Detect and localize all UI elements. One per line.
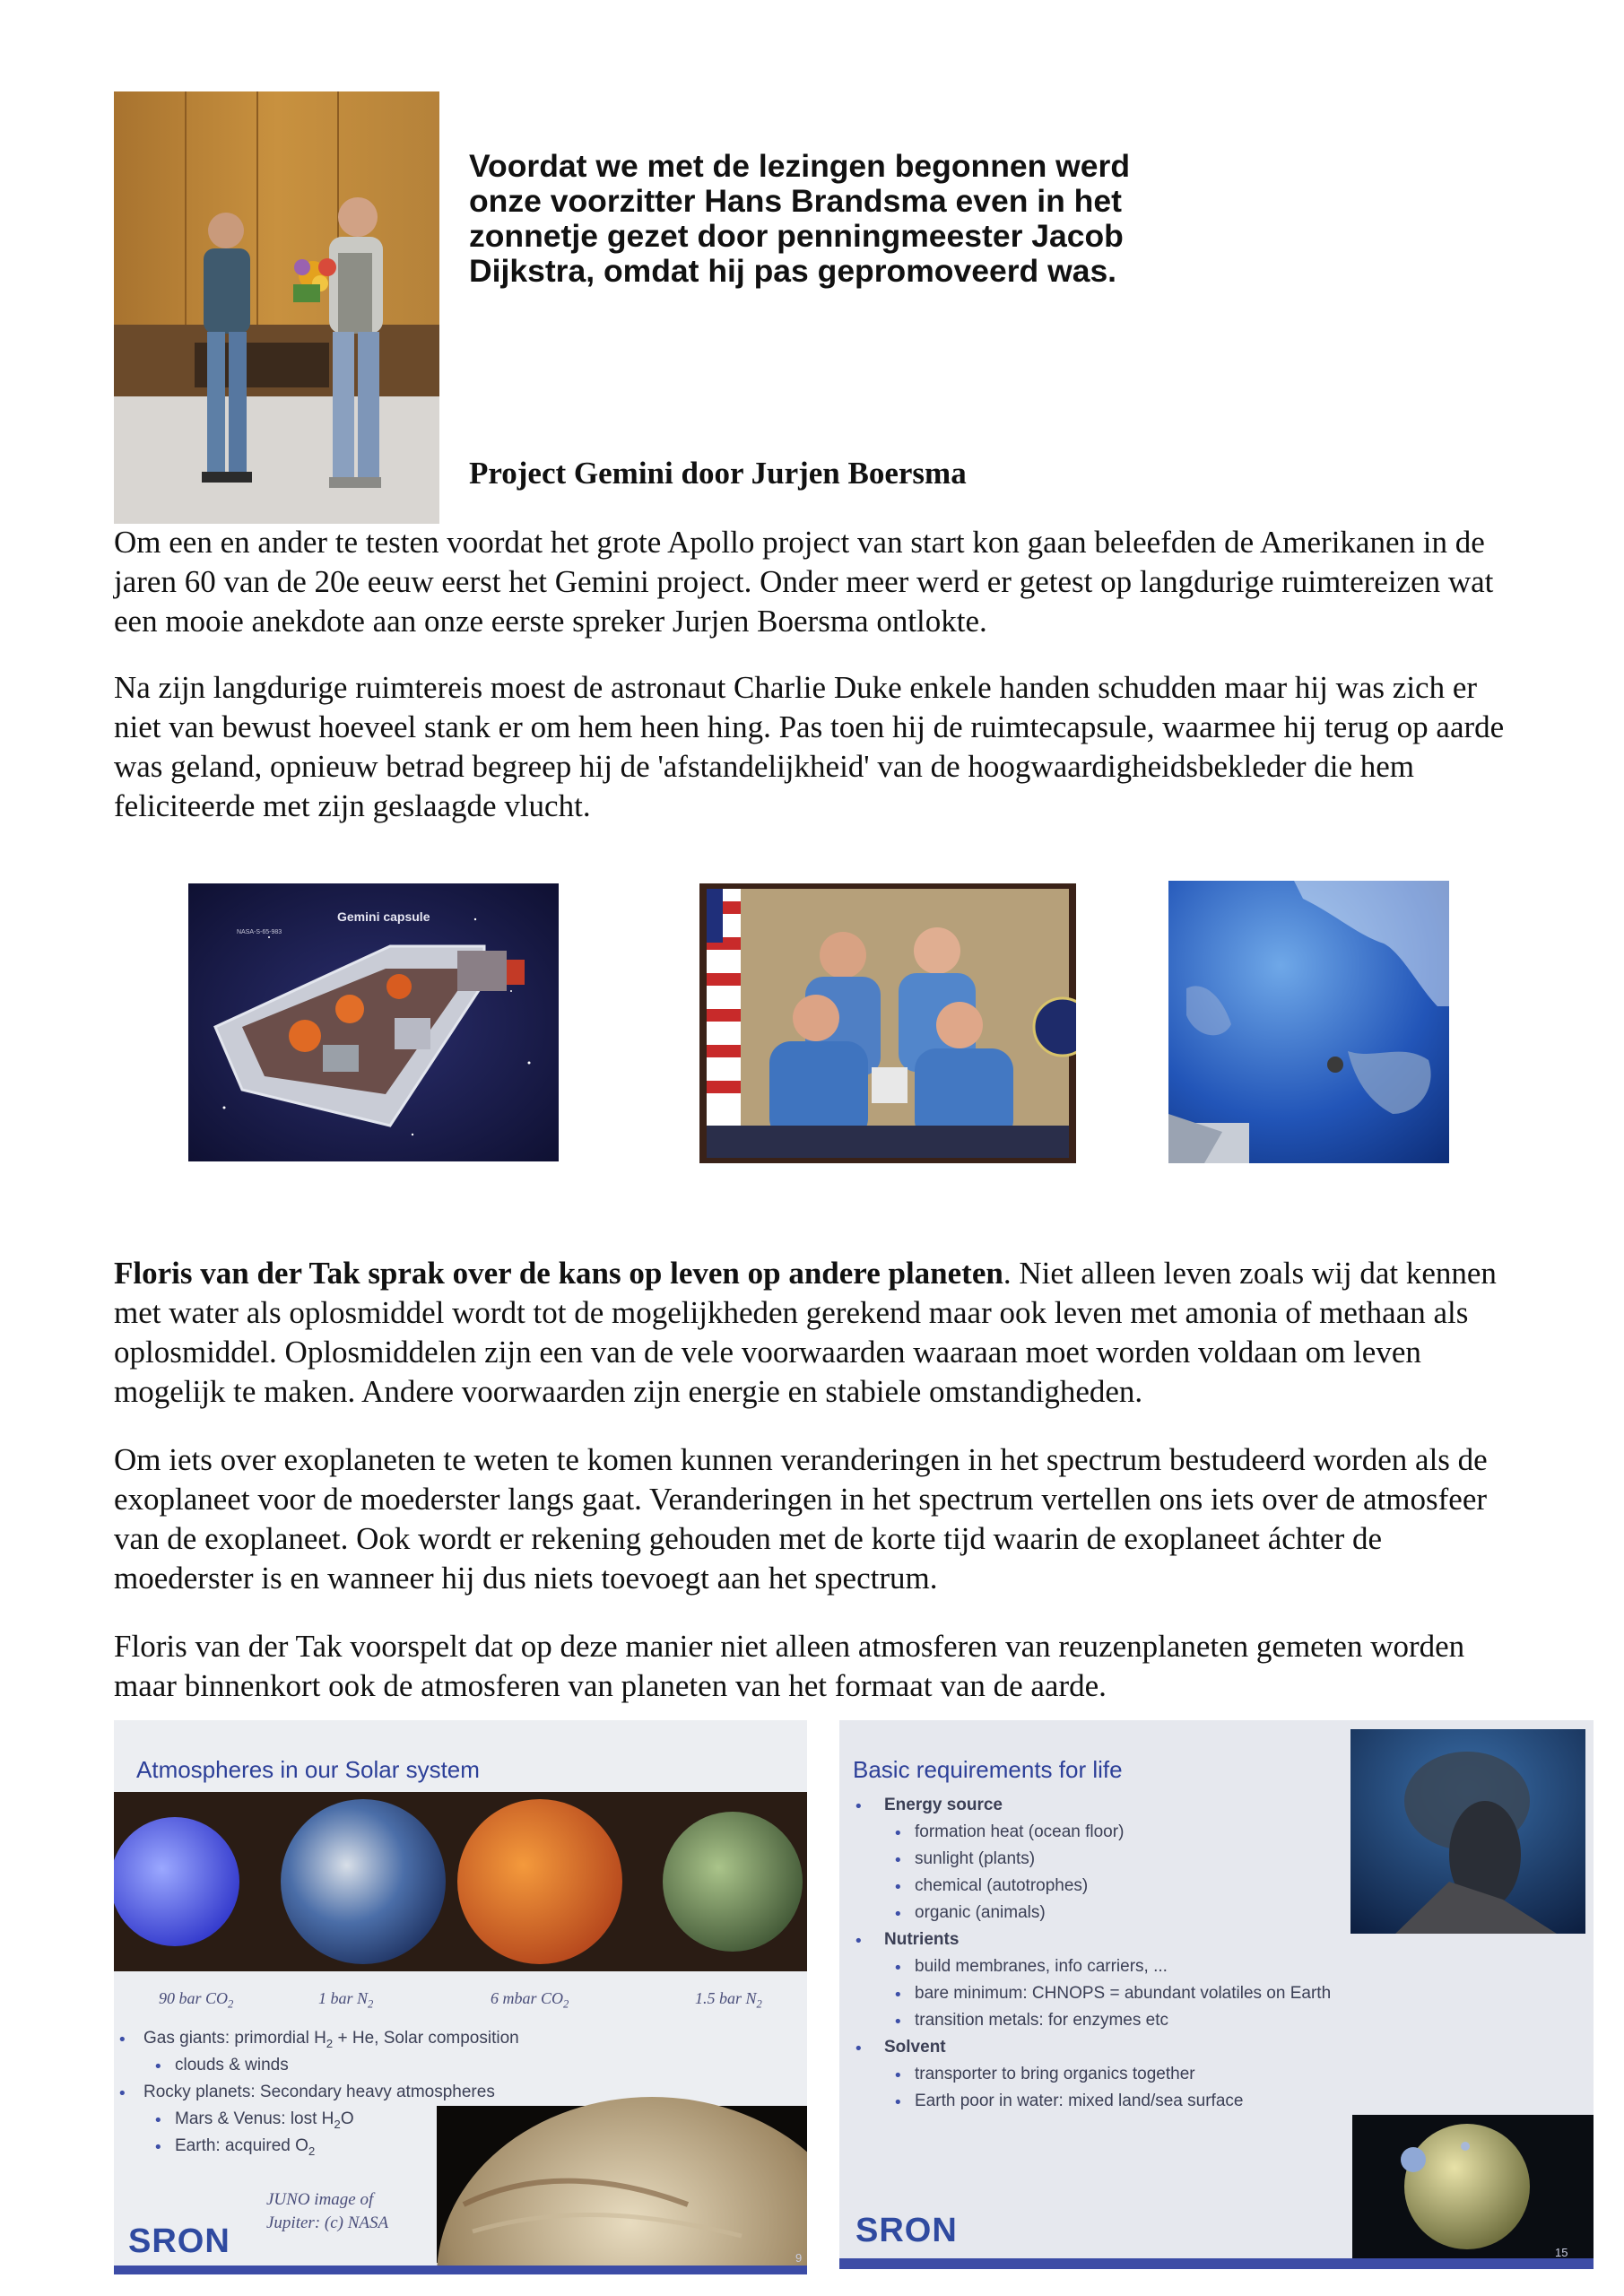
slide-life-title: Basic requirements for life (853, 1756, 1123, 1783)
section-title-gemini: Project Gemini door Jurjen Boersma (469, 456, 967, 491)
paragraph-floris-1 (114, 1254, 1513, 1412)
bullet-icon: • (893, 2013, 903, 2031)
bullet-icon: • (893, 2066, 903, 2085)
life-solvent-item: Earth poor in water: mixed land/sea surface (915, 2092, 1244, 2110)
bullet-icon: • (117, 2031, 127, 2049)
paragraph-gemini-2: Na zijn langdurige ruimtereis moest de astronaut Charlie Duke enkele handen schudden maar hij was zich er niet van bewust hoeveel stank er om hem heen hing. Pas toen hij de ruimtecapsule, waarmee hij terug op aarde was geland, opnieuw betrad begreep hij de 'afstandelijkheid' van de hoogwaardigheidsbekleder die hem feliciteerde met zijn geslaagde vlucht. (114, 670, 1505, 823)
life-nutrient-item: bare minimum: CHNOPS = abundant volatiles on Earth (915, 1984, 1332, 2003)
life-nutrients-heading: Nutrients (884, 1930, 960, 1949)
photo-award-ceremony (114, 91, 439, 524)
juno-caption-1: JUNO image of (266, 2190, 374, 2209)
life-solvent-item: transporter to bring organics together (915, 2065, 1195, 2083)
atmos-sub-clouds: clouds & winds (175, 2056, 289, 2074)
paragraph-floris-2: Om iets over exoplaneten te weten te komen kunnen veranderingen in het spectrum bestudeerd worden als de exoplaneet voor de moederster langs gaat. Veranderingen in het spectrum vertellen ons iets over de atmosfeer van de exoplaneet. Ook wordt er rekening gehouden met de korte tijd waarin de exoplaneet áchter de moederster is en wanneer hij dus niets toevoegt aan het spectrum. (114, 1442, 1488, 1596)
floris-lead: Floris van der Tak sprak over de kans op leven op andere planeten (114, 1256, 1003, 1291)
atmos-bullet-rocky: Rocky planets: Secondary heavy atmospheres (143, 2083, 495, 2101)
sron-logo: SRON (128, 2222, 230, 2260)
bullet-icon: • (153, 2138, 163, 2157)
bullet-icon: • (854, 1932, 864, 1951)
life-nutrient-item: build membranes, info carriers, ... (915, 1957, 1168, 1976)
atmos-sub-earth: Earth: acquired $O_2$ (175, 2136, 316, 2158)
slide-atmos-title: Atmospheres in our Solar system (136, 1756, 480, 1783)
bullet-icon: • (854, 2039, 864, 2058)
slide-page-number: 15 (1555, 2246, 1568, 2259)
slide-page-number: 9 (795, 2251, 803, 2265)
label-earth: 1 bar $N_2$ (318, 1989, 374, 2011)
bullet-icon: • (153, 2057, 163, 2076)
bullet-icon: • (893, 1851, 903, 1870)
life-solvent-heading: Solvent (884, 2038, 946, 2057)
slide-life-requirements (839, 1720, 1594, 2269)
paragraph-floris-3: Floris van der Tak voorspelt dat op deze manier niet alleen atmosferen van reuzenplaneten gemeten worden maar binnenkort ook de atmosferen van planeten van het formaat van de aarde. (114, 1629, 1465, 1703)
gemini-caption: Gemini capsule (337, 909, 430, 924)
label-titan: 1.5 bar $N_2$ (695, 1989, 762, 2011)
bullet-icon: • (893, 2093, 903, 2112)
bullet-icon: • (893, 1905, 903, 1924)
gemini-id: NASA-S-65-983 (237, 929, 282, 935)
intro-caption: Voordat we met de lezingen begonnen werd onze voorzitter Hans Brandsma even in het zonnetje gezet door penningmeester Jacob Dijkstra, omdat hij pas gepromoveerd was. (469, 148, 1131, 289)
atmos-sub-mars-venus: Mars & Venus: lost $H_2O$ (175, 2109, 354, 2131)
juno-caption-2: Jupiter: (c) NASA (266, 2213, 389, 2232)
label-venus: 90 bar $CO_2$ (159, 1989, 234, 2011)
image-astronaut-crew (699, 883, 1076, 1163)
label-mars: 6 mbar $CO_2$ (491, 1989, 569, 2011)
life-energy-item: formation heat (ocean floor) (915, 1822, 1125, 1841)
bullet-icon: • (854, 1797, 864, 1816)
image-earth-from-orbit (1168, 881, 1449, 1163)
image-gemini-capsule (188, 883, 559, 1161)
bullet-icon: • (893, 1878, 903, 1897)
bullet-icon: • (153, 2111, 163, 2130)
bullet-icon: • (893, 1986, 903, 2005)
slide-atmospheres (114, 1720, 807, 2274)
life-energy-item: sunlight (plants) (915, 1849, 1036, 1868)
bullet-icon: • (893, 1959, 903, 1978)
life-energy-heading: Energy source (884, 1796, 1003, 1814)
life-energy-item: chemical (autotrophes) (915, 1876, 1089, 1895)
life-energy-item: organic (animals) (915, 1903, 1046, 1922)
floris-rest: . Niet alleen leven zoals wij dat kennen met water als oplosmiddel wordt tot de mogelijkheden gerekend maar ook leven met amonia of methaan als oplosmiddel. Oplosmiddelen zijn een van de vele voorwaarden waaraan moet worden voldaan om leven mogelijk te maken. Andere voorwaarden zijn energie en stabiele omstandigheden. (114, 1256, 1497, 1409)
atmos-bullet-gas-giants: Gas giants: primordial $H_2 + He$, Solar composition (143, 2029, 519, 2050)
life-nutrient-item: transition metals: for enzymes etc (915, 2011, 1168, 2030)
paragraph-gemini-1: Om een en ander te testen voordat het grote Apollo project van start kon gaan beleefden de Amerikanen in de jaren 60 van de 20e eeuw eerst het Gemini project. Onder meer werd er getest op langdurige ruimtereizen wat een mooie anekdote aan onze eerste spreker Jurjen Boersma ontlokte. (114, 525, 1494, 639)
sron-logo: SRON (855, 2212, 958, 2249)
bullet-icon: • (117, 2084, 127, 2103)
bullet-icon: • (893, 1824, 903, 1843)
